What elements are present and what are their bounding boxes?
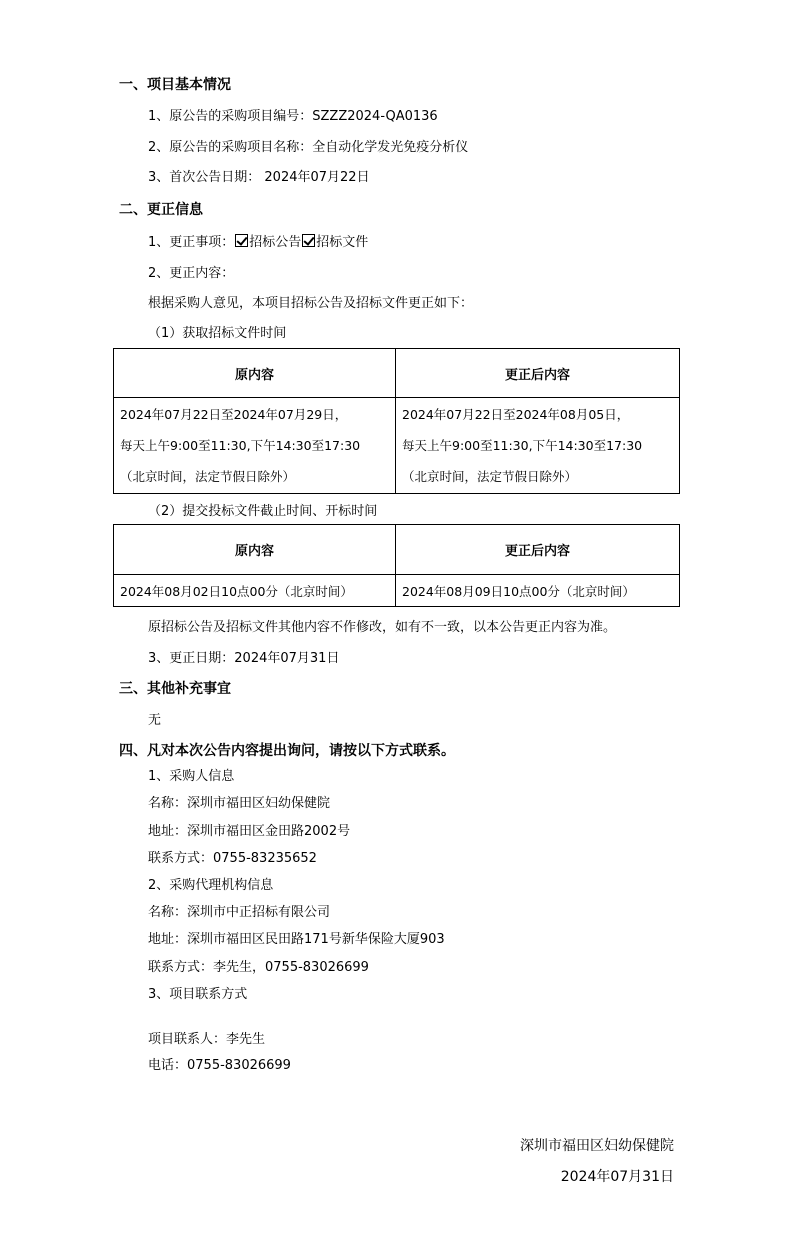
option-tender-announcement: 招标公告 (249, 235, 302, 250)
correction-intro: 根据采购人意见，本项目招标公告及招标文件更正如下： (148, 296, 474, 311)
table1-updated-cell (396, 398, 680, 494)
correction-date: 3、更正日期：2024年07月31日 (148, 651, 340, 666)
section-2-title: 二、更正信息 (119, 202, 203, 218)
table2-original-cell: 2024年08月02日10点00分（北京时间） (114, 575, 396, 607)
table1-original-cell (114, 398, 396, 494)
correction-note: 原招标公告及招标文件其他内容不作修改，如有不一致，以本公告更正内容为准。 (148, 620, 617, 635)
checkbox-checked-icon (302, 234, 315, 247)
project-contact-phone: 电话：0755-83026699 (148, 1058, 291, 1073)
signature-date: 2024年07月31日 (560, 1169, 674, 1185)
table-deadline-time (113, 524, 680, 607)
correction-items-label: 1、更正事项： (148, 235, 235, 250)
table1-header-original: 原内容 (114, 349, 396, 398)
checkbox-checked-icon (235, 234, 248, 247)
section-4-title: 四、凡对本次公告内容提出询问，请按以下方式联系。 (119, 743, 455, 759)
table2-header-original: 原内容 (114, 525, 396, 575)
project-contact-person: 项目联系人：李先生 (148, 1032, 266, 1047)
option-tender-document: 招标文件 (316, 235, 369, 250)
table-document-time (113, 348, 680, 494)
sub-heading-2: （2）提交投标文件截止时间、开标时间 (148, 504, 378, 519)
correction-items (148, 231, 368, 250)
table2-header-updated: 更正后内容 (396, 525, 680, 575)
first-announcement-date: 3、首次公告日期： 2024年07月22日 (148, 170, 370, 185)
correction-content-label: 2、更正内容： (148, 266, 235, 281)
table1-updated-line: （北京时间，法定节假日除外） (402, 469, 578, 484)
table1-updated-line: 2024年07月22日至2024年08月05日， (402, 407, 630, 422)
purchaser-address: 地址：深圳市福田区金田路2002号 (148, 824, 351, 839)
supplementary-content: 无 (148, 713, 162, 728)
sub-heading-1: （1）获取招标文件时间 (148, 326, 287, 341)
table1-updated-line: 每天上午9:00至11:30,下午14:30至17:30 (402, 438, 643, 453)
table1-header-updated: 更正后内容 (396, 349, 680, 398)
agency-address: 地址：深圳市福田区民田路171号新华保险大厦903 (148, 932, 445, 947)
agency-contact: 联系方式：李先生，0755-83026699 (148, 960, 369, 975)
signature-org: 深圳市福田区妇幼保健院 (520, 1138, 674, 1154)
purchaser-info-title: 1、采购人信息 (148, 769, 235, 784)
table1-original-line: 2024年07月22日至2024年07月29日， (120, 407, 348, 422)
purchaser-name: 名称：深圳市福田区妇幼保健院 (148, 796, 331, 811)
section-3-title: 三、其他补充事宜 (119, 681, 231, 697)
agency-info-title: 2、采购代理机构信息 (148, 878, 274, 893)
table2-updated-cell: 2024年08月09日10点00分（北京时间） (396, 575, 680, 607)
project-number: 1、原公告的采购项目编号：SZZZ2024-QA0136 (148, 109, 438, 124)
project-contact-title: 3、项目联系方式 (148, 987, 248, 1002)
project-name: 2、原公告的采购项目名称：全自动化学发光免疫分析仪 (148, 140, 469, 155)
table1-original-line: （北京时间，法定节假日除外） (120, 469, 296, 484)
purchaser-contact: 联系方式：0755-83235652 (148, 851, 317, 866)
agency-name: 名称：深圳市中正招标有限公司 (148, 905, 331, 920)
table1-original-line: 每天上午9:00至11:30,下午14:30至17:30 (120, 438, 361, 453)
section-1-title: 一、项目基本情况 (119, 77, 231, 93)
